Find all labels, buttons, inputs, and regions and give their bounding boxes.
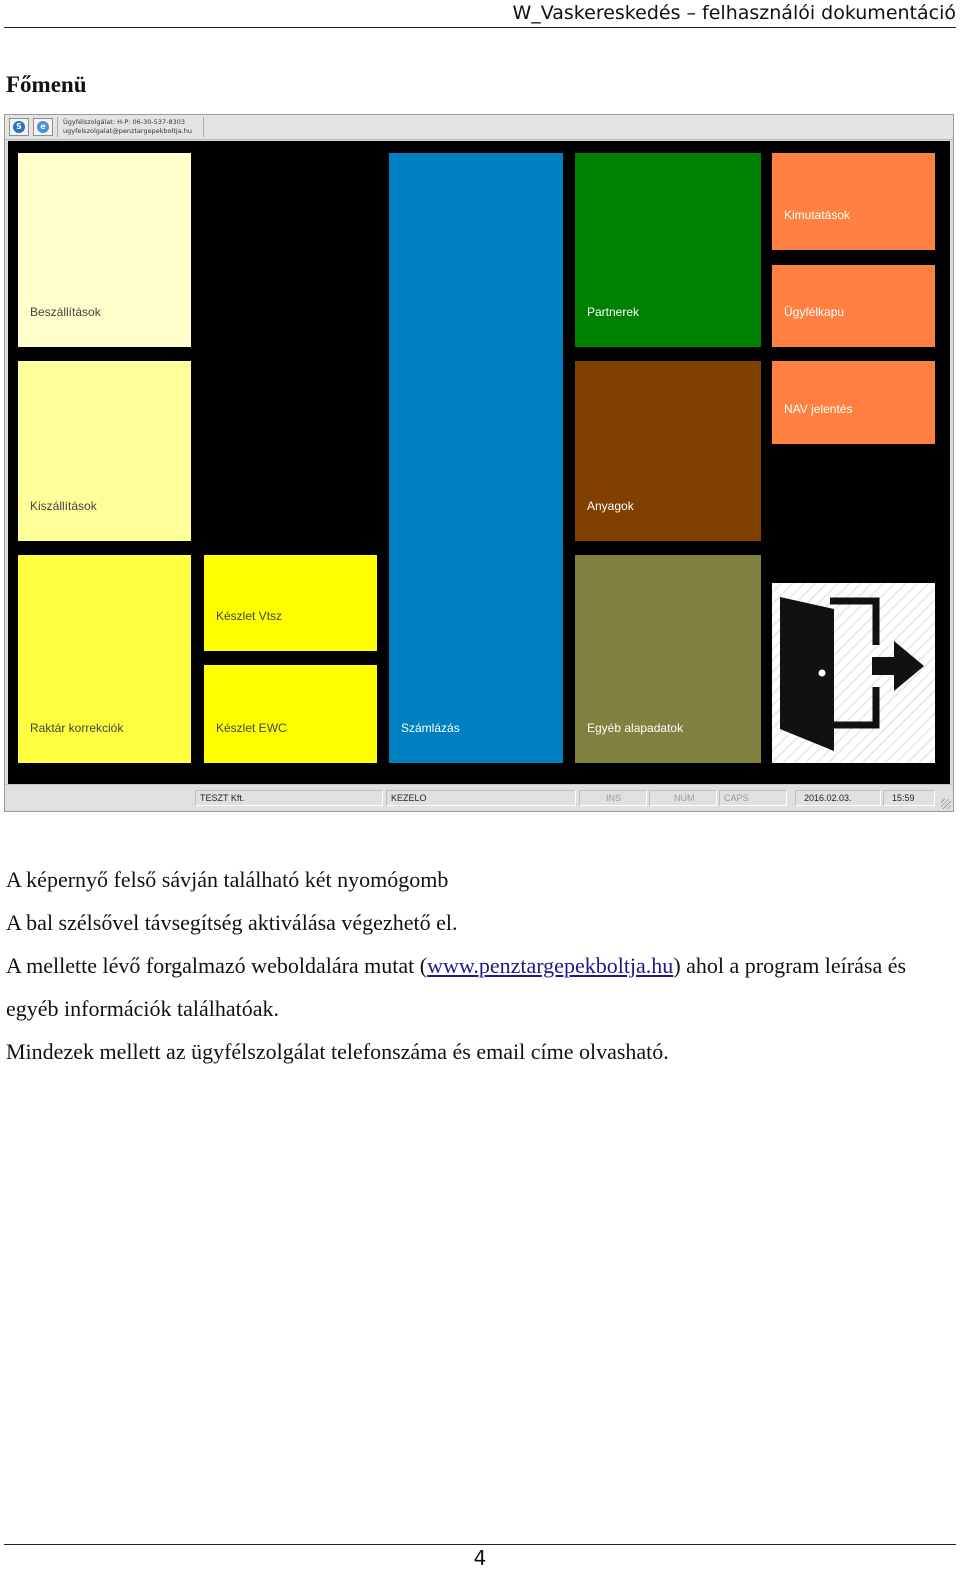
status-caps: CAPS	[719, 790, 787, 806]
running-header: W_Vaskereskedés – felhasználói dokumentáció	[512, 2, 956, 24]
tile-egyeb-alapadatok[interactable]	[575, 555, 761, 763]
body-text	[6, 858, 936, 1073]
remote-support-button[interactable]	[9, 118, 29, 136]
tile-label: Partnerek	[587, 305, 640, 319]
tile-raktar-korrekciok[interactable]	[18, 555, 191, 763]
website-link-button[interactable]	[33, 118, 53, 136]
tile-keszlet-ewc[interactable]	[204, 665, 377, 763]
topbar-divider-end	[203, 117, 204, 137]
status-user: KEZELO	[386, 790, 576, 806]
tile-partnerek[interactable]	[575, 153, 761, 347]
tile-label: Készlet EWC	[216, 721, 287, 735]
body-line-remote-support: A bal szélsővel távsegítség aktiválása végezhető el.	[6, 910, 458, 935]
tile-label: NAV jelentés	[784, 402, 853, 416]
tile-szamlazas[interactable]	[389, 153, 563, 763]
tile-keszlet-vtsz[interactable]	[204, 555, 377, 651]
tile-ugyfelkapu[interactable]	[772, 265, 935, 347]
app-statusbar	[5, 784, 953, 811]
status-date: 2016.02.03.	[795, 790, 881, 806]
remote-support-icon: S	[13, 121, 25, 133]
body-paragraph-website	[6, 944, 936, 1030]
section-title: Főmenü	[6, 72, 87, 97]
tile-label: Készlet Vtsz	[216, 609, 283, 623]
tile-label: Kiszállítások	[30, 499, 97, 513]
status-num: NUM	[649, 790, 717, 806]
support-email: ugyfelszolgalat@penztargepekboltja.hu	[63, 126, 193, 135]
resize-grip[interactable]	[941, 799, 951, 809]
tile-label: Számlázás	[401, 721, 460, 735]
body-line-contact: Mindezek mellett az ügyfélszolgálat telefonszáma és email címe olvasható.	[6, 1039, 669, 1064]
support-contact-info	[63, 118, 192, 135]
tile-beszallitasok[interactable]	[18, 153, 191, 347]
header-rule	[4, 27, 956, 28]
tile-label: Egyéb alapadatok	[587, 721, 684, 735]
tile-kiszallitasok[interactable]	[18, 361, 191, 541]
topbar-divider	[57, 117, 58, 137]
tile-label: Kimutatások	[784, 208, 851, 222]
tile-label: Anyagok	[587, 499, 634, 513]
page-number: 4	[473, 1546, 487, 1570]
tile-nav-jelentes[interactable]	[772, 361, 935, 444]
tile-anyagok[interactable]	[575, 361, 761, 541]
footer-rule	[4, 1544, 956, 1545]
body-text-fragment: ) ahol a program leírása és egyéb információk találhatóak.	[6, 953, 907, 1021]
tile-kimutatasok[interactable]	[772, 153, 935, 250]
main-menu-canvas	[8, 141, 950, 785]
status-ins: INS	[579, 790, 647, 806]
tile-label: Raktár korrekciók	[30, 721, 124, 735]
exit-door-icon	[772, 583, 935, 763]
app-window-screenshot	[4, 114, 954, 812]
app-topbar	[5, 115, 953, 140]
support-phone: Ügyfélszolgálat: H-P: 06-30-537-8303	[63, 118, 186, 126]
status-time: 15:59	[883, 790, 935, 806]
tile-label: Beszállítások	[30, 305, 101, 319]
tile-exit[interactable]	[772, 583, 935, 763]
body-text-fragment: A mellette lévő forgalmazó weboldalára mutat (	[6, 953, 428, 978]
website-link[interactable]: www.penztargepekboltja.hu	[427, 953, 674, 978]
tile-label: Ügyfélkapu	[784, 305, 845, 319]
body-line-buttons: A képernyő felső sávján található két nyomógomb	[6, 867, 449, 892]
status-company: TESZT Kft.	[195, 790, 383, 806]
web-link-icon: e	[37, 121, 49, 133]
